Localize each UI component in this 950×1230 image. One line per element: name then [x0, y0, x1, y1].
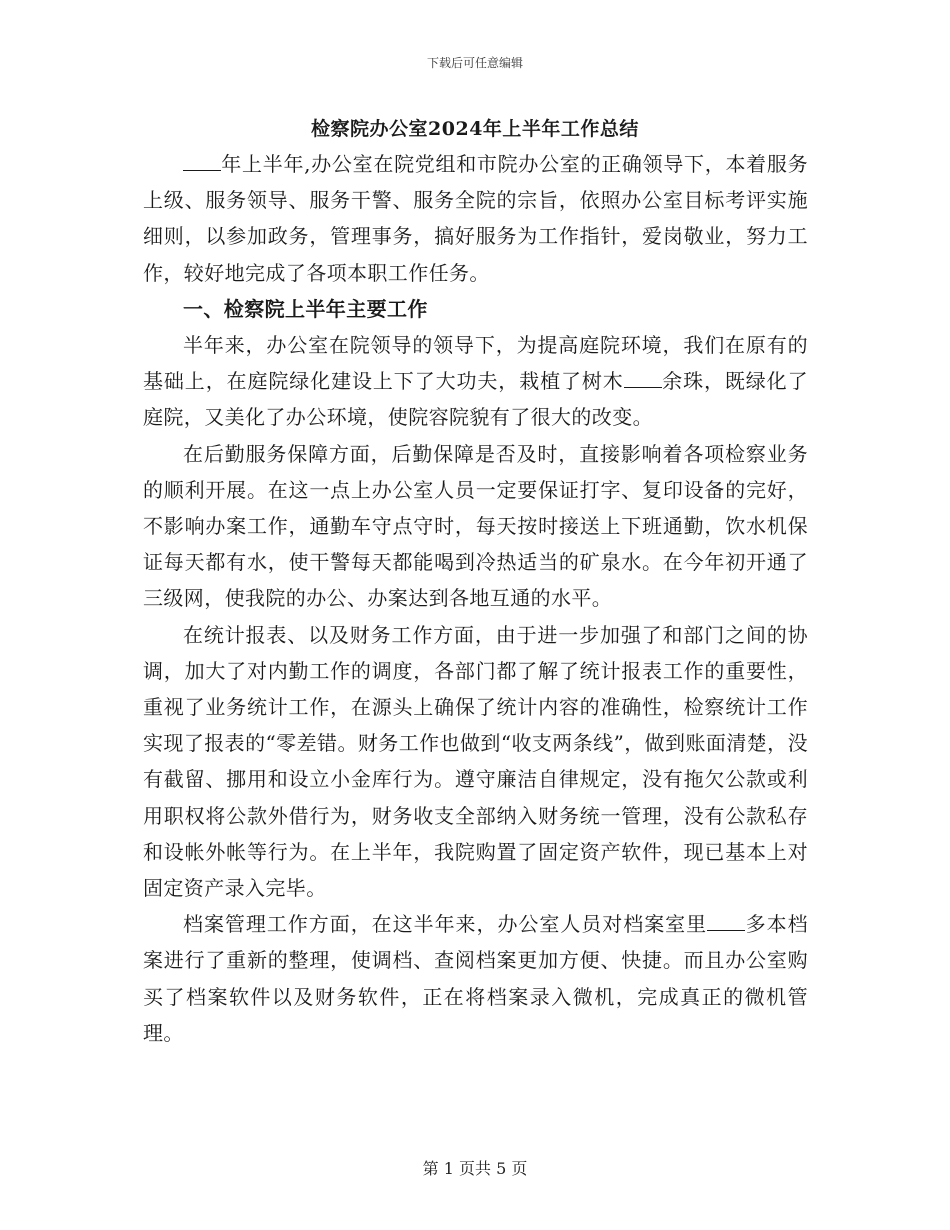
- archives-text-part1: 档案管理工作方面，在这半年来，办公室人员对档案室里: [183, 912, 708, 937]
- statistics-paragraph: 在统计报表、以及财务工作方面，由于进一步加强了和部门之间的协调，加大了对内勤工作的调度，各部门都了解了统计报表工作的重要性，重视了业务统计工作，在源头上确保了统计内容的准确性，检察统计工作实现了报表的“零差错。财务工作也做到“收支两条线”，做到账面清楚，没有截留、挪用和设立小金库行为。遵守廉洁自律规定，没有拖欠公款或利用职权将公款外借行为，财务收支全部纳入财务统一管理，没有公款私存和设帐外帐等行为。在上半年，我院购置了固定资产软件，现已基本上对固定资产录入完毕。: [143, 622, 808, 901]
- blank-line: [707, 912, 745, 931]
- environment-text-part2: 余珠，既绿化了庭院，又美化了办公环境，使院容院貌有了很大的改变。: [143, 369, 808, 430]
- document-body: [143, 146, 808, 1051]
- archives-paragraph: [143, 906, 808, 1051]
- header-note: 下载后可任意编辑: [426, 56, 523, 70]
- environment-paragraph: [143, 327, 808, 436]
- blank-line: [183, 152, 221, 171]
- intro-paragraph: [143, 146, 808, 291]
- environment-text-part1: 半年来，办公室在院领导的领导下，为提高庭院环境，我们在原有的基础上，在庭院绿化建设上下了大功夫，栽植了树木: [143, 333, 808, 394]
- logistics-paragraph: 在后勤服务保障方面，后勤保障是否及时，直接影响着各项检察业务的顺利开展。在这一点上办公室人员一定要保证打字、复印设备的完好，不影响办案工作，通勤车守点守时，每天按时接送上下班通勤，饮水机保证每天都有水，使干警每天都能喝到冷热适当的矿泉水。在今年初开通了三级网，使我院的办公、办案达到各地互通的水平。: [143, 441, 808, 611]
- archives-text-part2: 多本档案进行了重新的整理，使调档、查阅档案更加方便、快捷。而且办公室购买了档案软件以及财务软件，正在将档案录入微机，完成真正的微机管理。: [143, 912, 809, 1045]
- section-heading: 一、检察院上半年主要工作: [183, 296, 428, 321]
- document-title: 检察院办公室2024年上半年工作总结: [311, 118, 639, 140]
- intro-text: 年上半年,办公室在院党组和市院办公室的正确领导下，本着服务上级、服务领导、服务干警、服务全院的宗旨，依照办公室目标考评实施细则，以参加政务，管理事务，搞好服务为工作指针，爱岗敬业，努力工作，较好地完成了各项本职工作任务。: [143, 152, 808, 285]
- page-number: 第 1 页共 5 页: [422, 1159, 528, 1178]
- blank-line: [624, 369, 662, 388]
